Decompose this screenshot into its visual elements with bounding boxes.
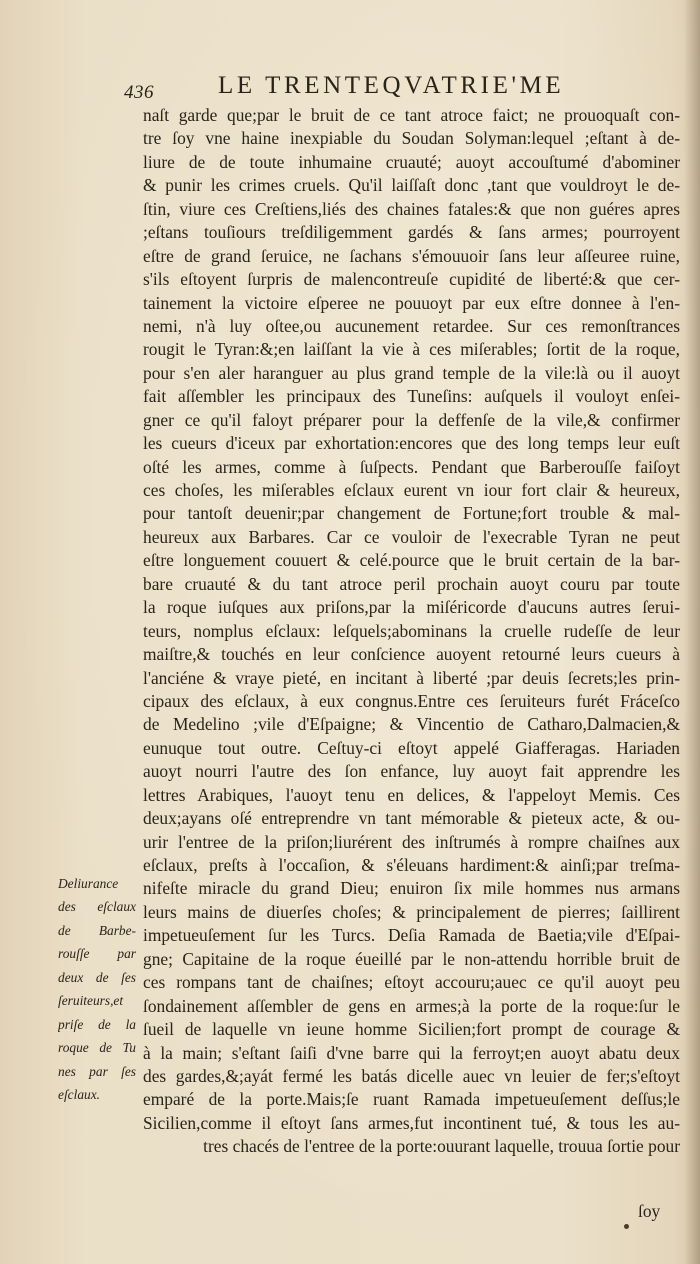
marginal-note-line: des eſclaux <box>58 899 136 915</box>
text-line: ſtin, viure ces Creſtiens,liés des chaines fatales:& que non guéres apres <box>143 198 680 219</box>
text-line: lettres Arabiques, l'auoyt tenu en delices, & l'appeloyt Memis. Ces <box>143 784 680 805</box>
ink-speck <box>624 1224 629 1229</box>
text-line: liure de de toute inhumaine cruauté; auoyt accouſtumé d'abominer <box>143 151 680 172</box>
text-line: deux;ayans oſé entreprendre vn tant mémorable & pieteux acte, & ou- <box>143 808 680 829</box>
text-line: nemi, n'à luy oſtee,ou aucunement retardee. Sur ces remonſtrances <box>143 315 680 336</box>
text-line: oſté les armes, comme à ſuſpects. Pendant que Barberouſſe faiſoyt <box>143 456 680 477</box>
marginal-note-line: Deliurance <box>58 876 119 891</box>
text-line: ces choſes, les miſerables eſclaux eurent vn iour fort clair & heureux, <box>143 480 680 500</box>
text-line: l'anciéne & vraye pieté, en incitant à liberté ;par deuis ſecrets;les prin- <box>143 667 680 688</box>
marginal-note-line: nes par ſes <box>58 1063 136 1079</box>
text-line: ;eſtans touſiours treſdiligemment gardés & ſans armes; pourroyent <box>143 222 680 243</box>
text-line: heureux aux Barbares. Car ce vouloir de l'execrable Tyran ne peut <box>143 526 680 547</box>
text-line: des gardes,&;ayát fermé les batás dicelle auec vn leuier de fer;s'eſtoyt <box>143 1065 680 1086</box>
text-line: tainement la victoire eſperee ne pouuoyt par eux eſtre donnee à l'en- <box>143 292 680 313</box>
text-line: Sicilien,comme il eſtoyt ſans armes,fut incontinent tué, & tous les au- <box>143 1112 680 1133</box>
marginal-note <box>58 872 136 1106</box>
text-line: ces rompans tant de chaiſnes; eſtoyt accouru;auec ce qu'il auoyt peu <box>143 972 680 993</box>
text-line: gne; Capitaine de la roque éueillé par le non-attendu horrible bruit de <box>143 948 680 969</box>
text-line: eunuque tout outre. Ceſtuy-ci eſtoyt appelé Giafferagas. Hariaden <box>143 737 680 758</box>
marginal-note-line: deux de ſes <box>58 969 136 985</box>
running-title: LE TRENTEQVATRIE'ME <box>218 72 565 99</box>
text-line: urir l'entree de la priſon;liurérent des inſtrumés à rompre chaiſnes aux <box>143 831 680 852</box>
text-line: eſclaux, preſts à l'occaſion, & s'éleuans hardiment:& ainſi;par treſma- <box>143 855 680 875</box>
catchword: ſoy <box>638 1201 661 1221</box>
text-line: emparé de la porte.Mais;ſe ruant Ramada impetueuſement deſſus;le <box>143 1089 680 1110</box>
text-line: & punir les crimes cruels. Qu'il laiſſaſt donc ,tant que vouldroyt le de- <box>143 175 680 196</box>
text-line: la roque iuſques aux priſons,par la miſéricorde d'aucuns autres ſerui- <box>143 597 680 618</box>
text-line: pour tantoſt deuenir;par changement de Fortune;fort trouble & mal- <box>143 503 680 524</box>
text-line: leurs mains de diuerſes choſes; & principalement de pierres; ſaillirent <box>143 901 680 922</box>
page-number: 436 <box>124 82 154 103</box>
text-line: ſueil de laquelle vn ieune homme Sicilien;fort prompt de courage & <box>143 1019 680 1040</box>
marginal-note-line: de Barbe- <box>58 922 136 938</box>
text-line: maiſtre,& touchés en leur conſcience auoyent retourné leurs cueurs à <box>143 644 680 665</box>
marginal-note-line: priſe de la <box>58 1016 136 1032</box>
text-line: tres chacés de l'entree de la porte:ouurant laquelle, trouua ſortie pour <box>203 1136 680 1157</box>
text-line: s'ils eſtoyent ſurpris de malencontreuſe cupidité de liberté:& que cer- <box>143 269 680 290</box>
text-line: auoyt nourri l'autre des ſon enfance, luy auoyt fait apprendre les <box>143 761 680 782</box>
text-line: fait aſſembler les principaux des Tuneſins: auſquels il vouloyt enſei- <box>143 386 680 407</box>
text-line: pour s'en aler haranguer au plus grand temple de la vile:là ou il auoyt <box>143 362 680 383</box>
text-line: les cueurs d'iceux par exhortation:encores que des long temps leur euſt <box>143 433 680 454</box>
marginal-note-line: roque de Tu <box>58 1040 136 1056</box>
text-line: eſtre de grand ſeruice, ne ſachans s'émouuoir ſans leur aſſeuree ruine, <box>143 245 680 266</box>
text-line: eſtre longuement couuert & celé.pource que le bruit certain de la bar- <box>143 550 680 571</box>
marginal-note-line: ſeruiteurs,et <box>58 993 124 1009</box>
text-line: impetueuſement ſur les Turcs. Deſia Ramada de Baetia;vile d'Eſpai- <box>143 925 680 946</box>
text-line: rougit le Tyran:&;en laiſſant la vie à ces miſerables; ſortit de la roque, <box>143 339 680 360</box>
text-line: naſt garde que;par le bruit de ce tant atroce faict; ne prouoquaſt con- <box>143 105 680 125</box>
text-line: cipaux des eſclaux, à eux congnus.Entre ces ſeruiteurs furét Fráceſco <box>143 690 680 711</box>
text-line: nifeſte miracle du grand Dieu; enuiron ſix mile hommes nus armans <box>143 878 680 899</box>
page-edge-shadow <box>684 0 700 1264</box>
text-line: de Medelino ;vile d'Eſpaigne; & Vincentio de Catharo,Dalmacien,& <box>143 714 680 735</box>
text-line: gner ce qu'il faloyt préparer pour la deffenſe de la vile,& confirmer <box>143 409 680 430</box>
marginal-note-line: rouſſe par <box>58 946 136 962</box>
text-line: à la main; s'eſtant ſaiſi d'vne barre qui la ferroyt;en auoyt abatu deux <box>143 1042 680 1063</box>
text-line: tre ſoy vne haine inexpiable du Soudan Solyman:lequel ;eſtant à de- <box>143 128 680 149</box>
text-line: bare cruauté & du tant atroce peril prochain auoyt couru par toute <box>143 573 680 594</box>
text-line: ſondainement aſſembler de gens en armes;à la porte de la roque:ſur le <box>143 995 680 1016</box>
marginal-note-line: eſclaux. <box>58 1086 101 1102</box>
body-text <box>143 104 680 1159</box>
text-line: teurs, nomplus eſclaux: leſquels;abominans la cruelle rudeſſe de leur <box>143 620 680 641</box>
